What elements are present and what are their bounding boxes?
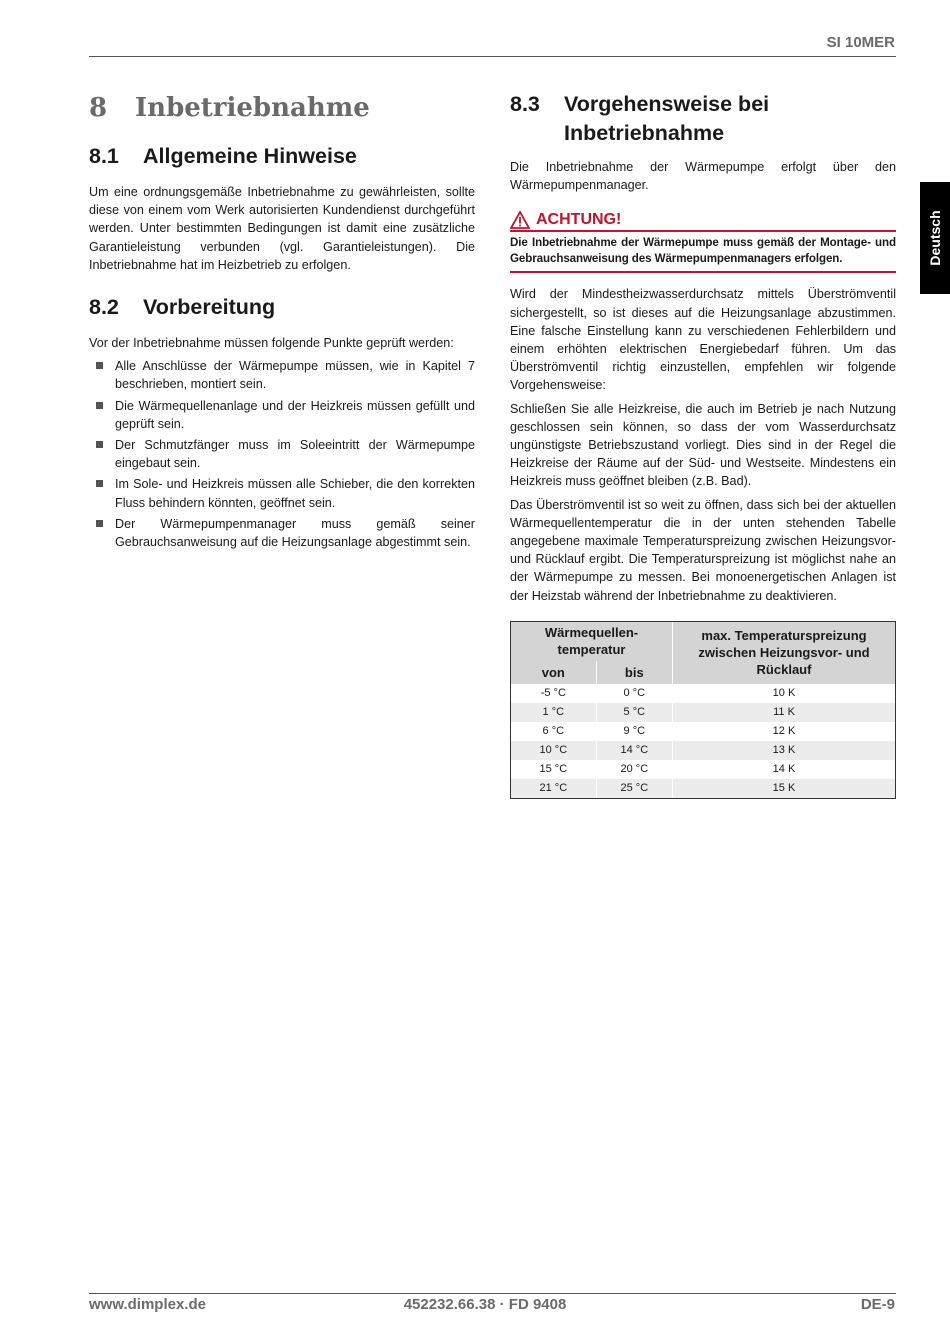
square-bullet-icon (96, 402, 103, 409)
list-item: Die Wärmequellenanlage und der Heizkreis müssen gefüllt und geprüft sein. (89, 397, 475, 433)
square-bullet-icon (96, 362, 103, 369)
square-bullet-icon (96, 441, 103, 448)
table-row: 15 °C 20 °C 14 K (511, 760, 896, 779)
section-8-3-title: Vorgehensweise bei Inbetriebnahme (564, 92, 770, 145)
left-column (89, 90, 475, 554)
warning-triangle-icon (510, 211, 530, 229)
table-row: 1 °C 5 °C 11 K (511, 703, 896, 722)
footer-doc-number: 452232.66.38 · FD 9408 (403, 1296, 567, 1313)
section-8-3-para3: Das Überströmventil ist so weit zu öffnen, dass sich bei der aktuellen Wärmequellentemperatur die in der unten stehenden Tabelle angegebene maximale Temperaturspreizung zwischen Heizungsvor- und Rücklauf ergibt. Die Temperaturspreizung ist möglichst nahe an der Wärmepumpe zu messen. Bei monoenergetischen Anlagen ist der Heizstab während der Inbetriebnahme zu deaktivieren. (510, 497, 896, 603)
section-8-3-para1: Wird der Mindestheizwasserdurchsatz mittels Überströmventil sichergestellt, so ist dieses auf die Heizungsanlage abzustimmen. Eine falsche Einstellung kann zu verschiedenen Fehlerbildern und einem erhöhten elektrischen Energiebedarf führen. Um das Überströmventil richtig einzustellen, empfehlen wir folgende Vorgehensweise: (510, 287, 896, 393)
section-8-1-title: Allgemeine Hinweise (143, 144, 357, 168)
chapter-number: 8 (89, 93, 108, 123)
footer-website: www.dimplex.de (89, 1296, 206, 1313)
table-row: -5 °C 0 °C 10 K (511, 684, 896, 703)
table-header-source: Wärmequellen-temperatur (511, 621, 673, 661)
section-8-1-heading (89, 142, 475, 171)
table-row: 6 °C 9 °C 12 K (511, 722, 896, 741)
checklist (89, 357, 475, 551)
section-8-3-intro: Die Inbetriebnahme der Wärmepumpe erfolgt über den Wärmepumpenmanager. (510, 160, 896, 193)
chapter-title: Inbetriebnahme (135, 93, 370, 123)
table-header-from: von (511, 661, 597, 684)
list-item: Der Schmutzfänger muss im Soleeintritt der Wärmepumpe eingebaut sein. (89, 436, 475, 472)
warning-box (510, 210, 896, 273)
section-8-3-number: 8.3 (510, 92, 540, 116)
list-item: Der Wärmepumpenmanager muss gemäß seiner Gebrauchsanweisung auf die Heizungsanlage abgestimmt sein. (89, 515, 475, 551)
table-header-spread: max. Temperaturspreizung zwischen Heizungsvor- und Rücklauf (673, 621, 896, 684)
list-item: Alle Anschlüsse der Wärmepumpe müssen, wie in Kapitel 7 beschrieben, montiert sein. (89, 357, 475, 393)
section-8-3-heading (510, 90, 896, 148)
table-row: 10 °C 14 °C 13 K (511, 741, 896, 760)
header-model: SI 10MER (826, 34, 895, 51)
square-bullet-icon (96, 480, 103, 487)
section-8-2-intro: Vor der Inbetriebnahme müssen folgende Punkte geprüft werden: (89, 336, 454, 351)
section-8-1-number: 8.1 (89, 144, 119, 168)
footer-rule (89, 1293, 896, 1294)
temperature-spread-table (510, 621, 896, 799)
right-column (510, 90, 896, 799)
section-8-2-number: 8.2 (89, 295, 119, 320)
section-8-1-text: Um eine ordnungsgemäße Inbetriebnahme zu gewährleisten, sollte diese von einem vom Werk autorisierten Kundendienst durchgeführt werden. Unter bestimmten Bedingungen ist damit eine zusätzliche Garantieleistung verbunden (vgl. Garantieleistungen). Die Inbetriebnahme hat im Heizbetrieb zu erfolgen. (89, 185, 475, 272)
section-8-2-title: Vorbereitung (143, 295, 276, 320)
table-row: 21 °C 25 °C 15 K (511, 779, 896, 799)
section-8-3-para2: Schließen Sie alle Heizkreise, die auch im Betrieb je nach Nutzung geschlossen sein können, so dass der vom Wasserdurchsatz ungünstigste Betriebszustand vorliegt. Dies sind in der Regel die Heizkreise der Räume auf der Süd- und Westseite. Mindestens ein Heizkreis muss geöffnet bleiben (z.B. Bad). (510, 401, 896, 489)
header-rule (89, 56, 896, 57)
warning-header (510, 210, 896, 230)
warning-label: ACHTUNG! (536, 211, 622, 229)
warning-text: Die Inbetriebnahme der Wärmepumpe muss gemäß der Montage- und Gebrauchsanweisung des Wärmepumpenmanagers erfolgen. (510, 230, 896, 273)
section-8-2-heading (89, 293, 475, 322)
list-item: Im Sole- und Heizkreis müssen alle Schieber, die den korrekten Fluss behindern könnten, geöffnet sein. (89, 475, 475, 511)
chapter-heading (89, 90, 475, 126)
table-header-to: bis (596, 661, 672, 684)
footer-page-number: DE-9 (860, 1296, 895, 1313)
language-tab-label: Deutsch (927, 210, 943, 266)
square-bullet-icon (96, 520, 103, 527)
language-tab (920, 182, 950, 294)
